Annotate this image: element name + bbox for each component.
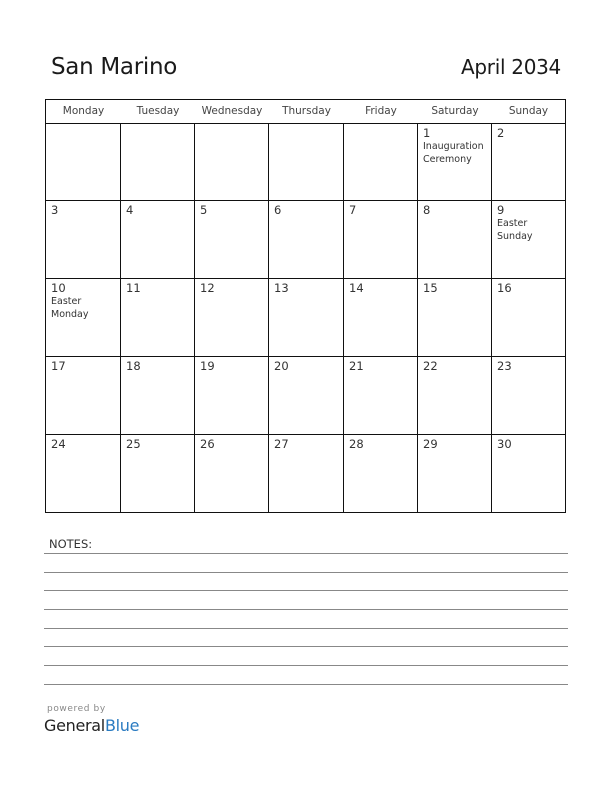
note-line [44,609,568,610]
day-cell[interactable] [195,201,269,278]
day-number: 15 [423,281,438,295]
day-cell[interactable] [344,124,418,200]
day-cell[interactable] [418,435,492,512]
day-number: 18 [126,359,141,373]
brand-blue: Blue [104,716,140,735]
day-cell[interactable] [269,201,344,278]
day-cell[interactable] [418,201,492,278]
country-title: San Marino [51,54,178,80]
weekday-header-row [46,100,565,124]
week-row [46,435,565,512]
day-number: 1 [423,126,431,140]
week-row [46,279,565,357]
day-number: 17 [51,359,66,373]
day-number: 3 [51,203,59,217]
day-number: 11 [126,281,141,295]
day-cell[interactable] [46,201,121,278]
weekday-tuesday: Tuesday [136,105,180,117]
month-year-title: April 2034 [461,55,561,79]
note-line [44,572,568,573]
day-cell[interactable] [492,124,565,200]
weekday-sunday: Sunday [508,105,549,117]
day-cell[interactable] [344,435,418,512]
holiday-event: Inauguration Ceremony [423,141,484,165]
day-number: 25 [126,437,141,451]
day-number: 29 [423,437,438,451]
holiday-event: Easter Monday [51,296,89,320]
note-line [44,684,568,685]
day-cell[interactable] [269,357,344,434]
weekday-friday: Friday [365,105,397,117]
day-cell[interactable] [121,357,195,434]
day-cell[interactable] [269,124,344,200]
day-number: 13 [274,281,289,295]
day-number: 24 [51,437,66,451]
note-line [44,628,568,629]
weekday-wednesday: Wednesday [201,105,263,117]
day-number: 10 [51,281,66,295]
day-number: 4 [126,203,134,217]
powered-by-text: powered by [47,704,106,714]
day-cell[interactable] [46,435,121,512]
weekday-saturday: Saturday [431,105,479,117]
day-number: 23 [497,359,512,373]
day-cell[interactable] [46,279,121,356]
day-cell[interactable] [344,357,418,434]
day-cell[interactable] [344,279,418,356]
day-number: 7 [349,203,357,217]
brand-general: General [44,716,105,735]
day-cell[interactable] [492,435,565,512]
day-number: 2 [497,126,505,140]
day-number: 5 [200,203,208,217]
note-line [44,646,568,647]
day-cell[interactable] [269,279,344,356]
day-number: 20 [274,359,289,373]
day-number: 28 [349,437,364,451]
day-cell[interactable] [492,279,565,356]
day-cell[interactable] [195,124,269,200]
day-cell[interactable] [195,279,269,356]
calendar-grid [45,99,566,513]
day-cell[interactable] [418,124,492,200]
note-line [44,590,568,591]
day-number: 9 [497,203,505,217]
day-number: 27 [274,437,289,451]
day-cell[interactable] [418,357,492,434]
day-number: 26 [200,437,215,451]
day-cell[interactable] [344,201,418,278]
day-cell[interactable] [269,435,344,512]
day-cell[interactable] [121,201,195,278]
day-cell[interactable] [492,357,565,434]
day-cell[interactable] [46,124,121,200]
week-row [46,357,565,435]
day-number: 19 [200,359,215,373]
day-number: 21 [349,359,364,373]
day-number: 12 [200,281,215,295]
day-number: 8 [423,203,431,217]
day-cell[interactable] [121,279,195,356]
generalblue-logo [44,716,139,735]
note-line [44,553,568,554]
day-cell[interactable] [121,435,195,512]
note-line [44,665,568,666]
day-cell[interactable] [121,124,195,200]
holiday-event: Easter Sunday [497,218,533,242]
day-number: 16 [497,281,512,295]
week-row [46,201,565,279]
day-number: 22 [423,359,438,373]
weekday-monday: Monday [62,105,105,117]
day-cell[interactable] [195,435,269,512]
day-cell[interactable] [46,357,121,434]
weekday-thursday: Thursday [282,105,331,117]
day-cell[interactable] [492,201,565,278]
day-number: 6 [274,203,282,217]
day-cell[interactable] [195,357,269,434]
day-cell[interactable] [418,279,492,356]
weeks-container [46,124,565,512]
notes-label: NOTES: [49,537,93,551]
day-number: 14 [349,281,364,295]
day-number: 30 [497,437,512,451]
week-row [46,124,565,201]
